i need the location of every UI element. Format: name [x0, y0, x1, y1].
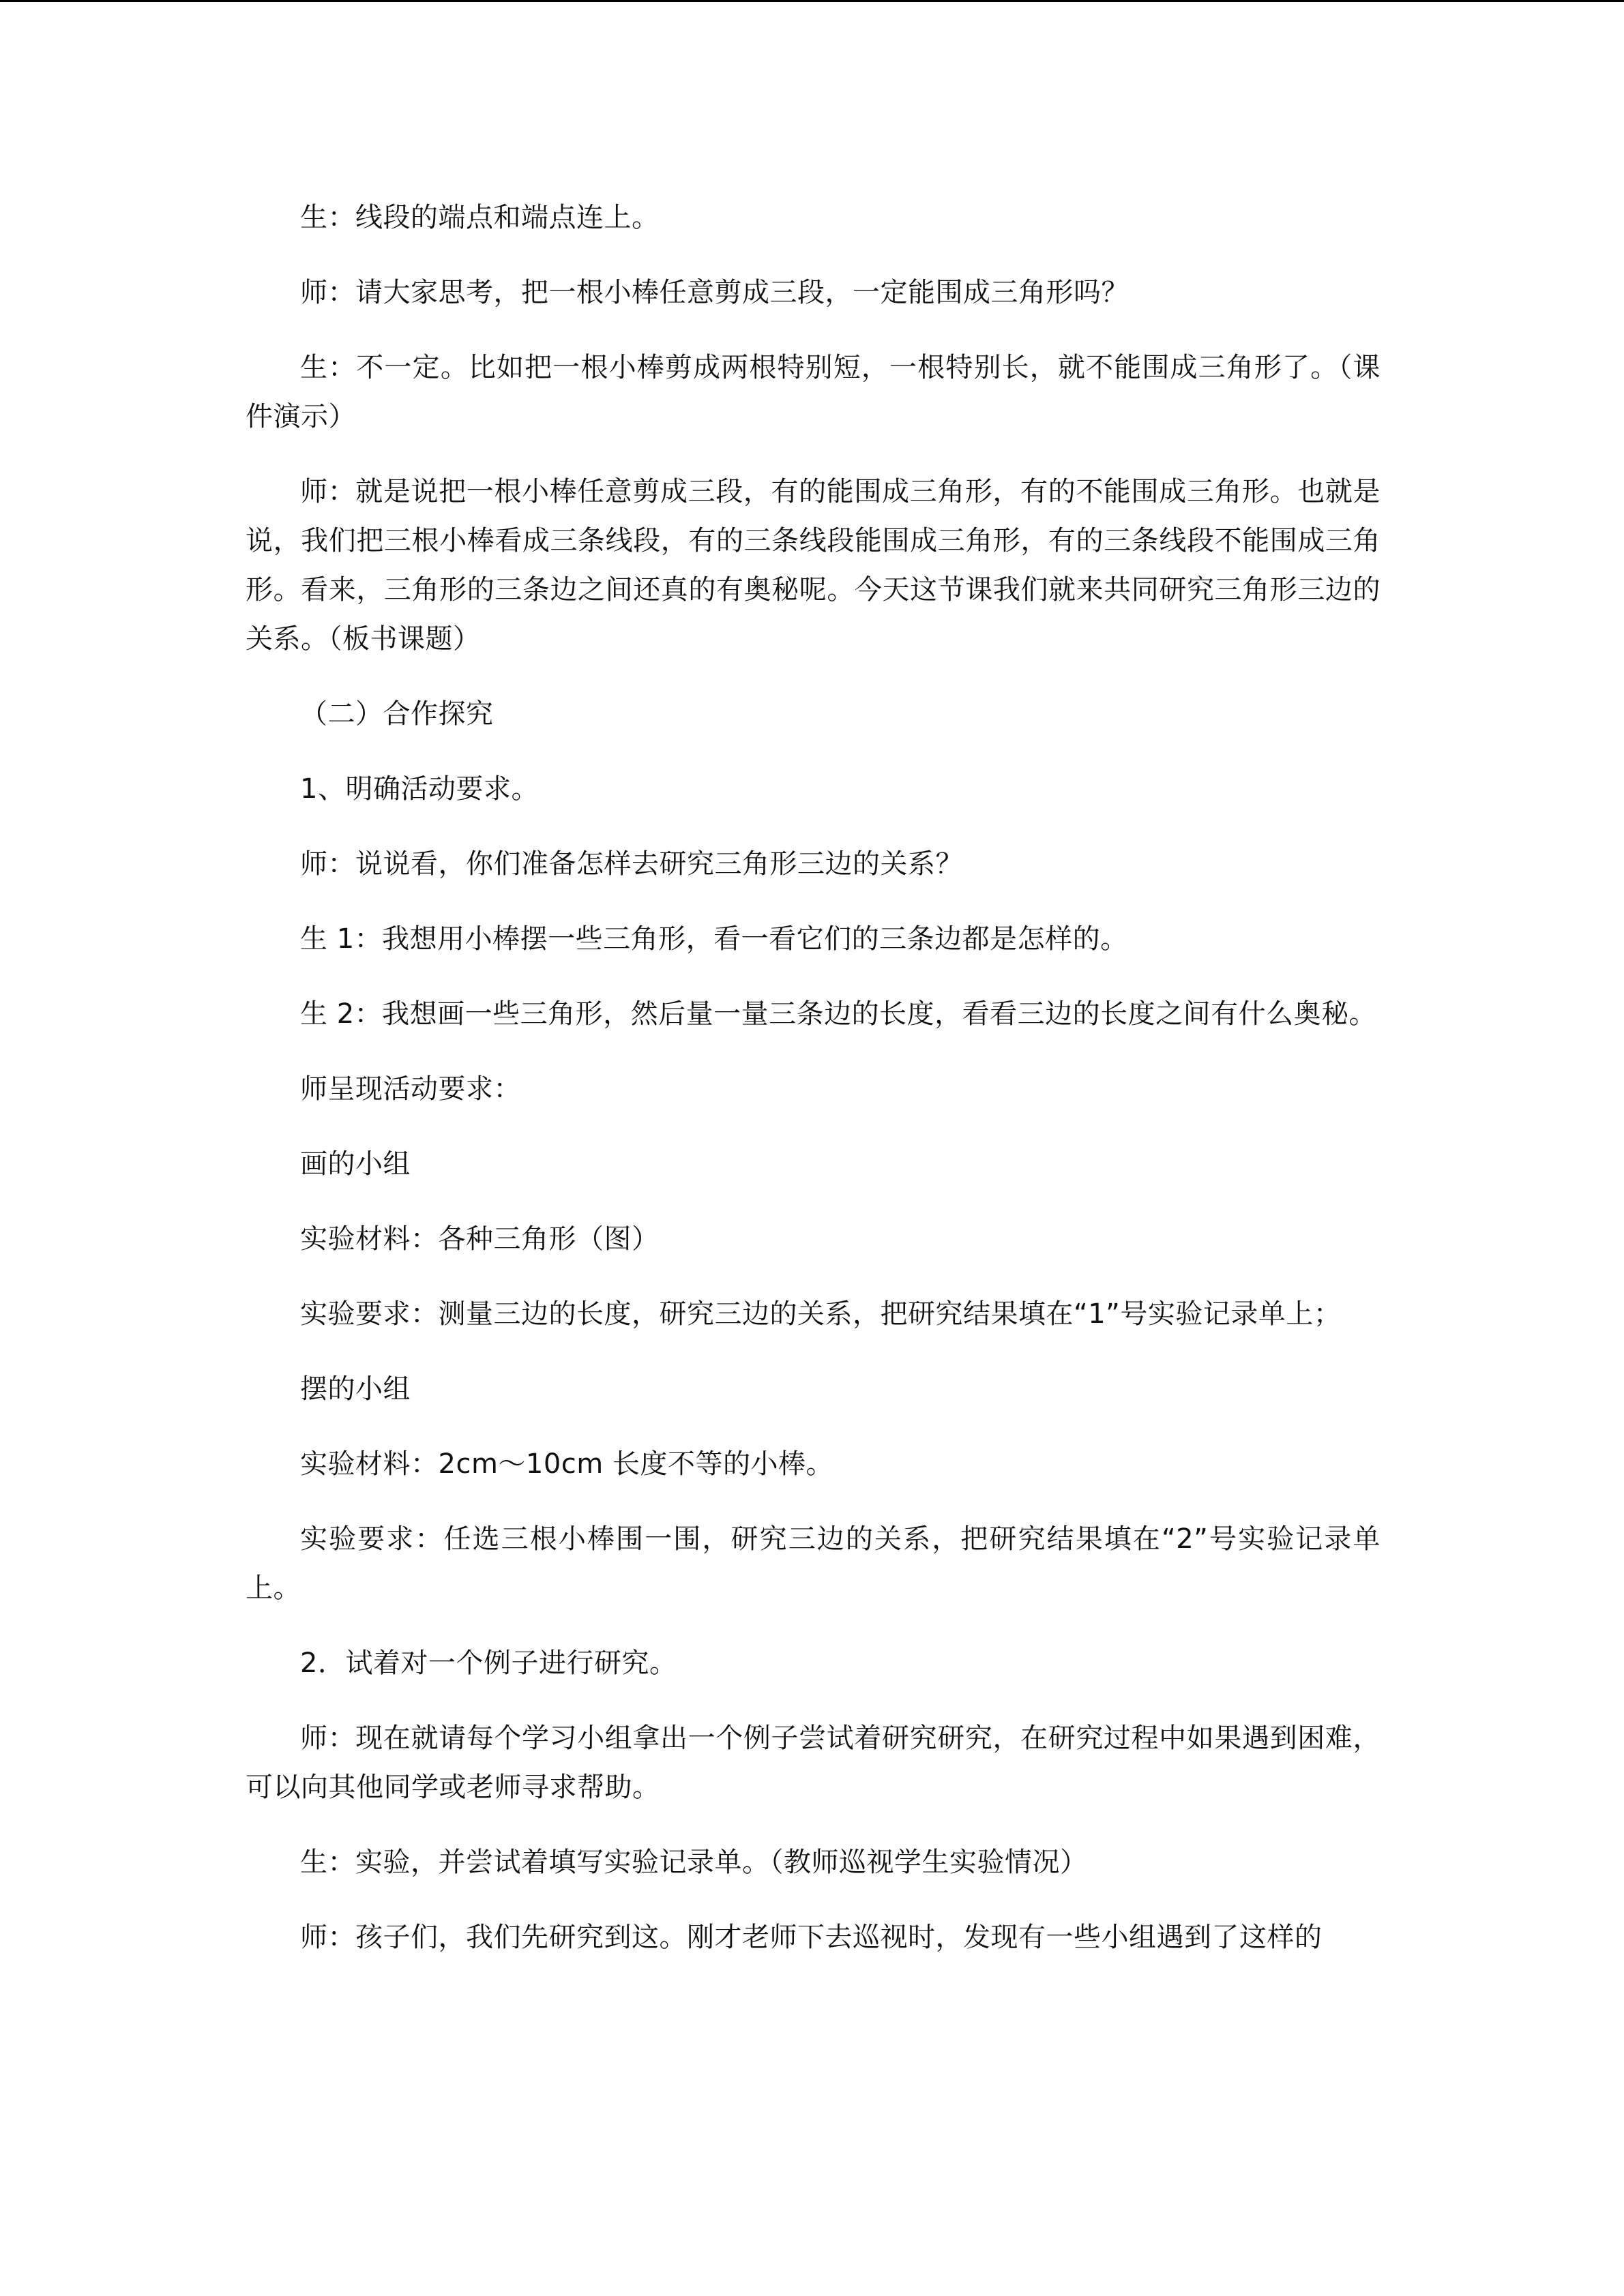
group-draw-heading: 画的小组	[300, 1148, 411, 1180]
paragraph-19: 生：实验，并尝试着填写实验记录单。（教师巡视学生实验情况）	[300, 1847, 1088, 1878]
paragraph-20: 师：孩子们，我们先研究到这。刚才老师下去巡视时，发现有一些小组遇到了这样的	[300, 1922, 1323, 1953]
paragraph-12: 实验材料：各种三角形（图）	[300, 1223, 660, 1255]
paragraph-10: 师呈现活动要求：	[300, 1073, 521, 1105]
paragraph-13: 实验要求：测量三边的长度，研究三边的关系，把研究结果填在“1”号实验记录单上；	[300, 1298, 1342, 1330]
paragraph-3: 生：不一定。比如把一根小棒剪成两根特别短，一根特别长，就不能围成三角形了。（课件演示）	[246, 352, 1381, 432]
step-1-heading: 1、明确活动要求。	[300, 773, 539, 805]
step-2-heading: 2．试着对一个例子进行研究。	[300, 1648, 677, 1679]
paragraph-4: 师：就是说把一根小棒任意剪成三段，有的能围成三角形，有的不能围成三角形。也就是说，我们把三根小棒看成三条线段，有的三条线段能围成三角形，有的三条线段不能围成三角形。看来，三角形的三条边之间还真的有奥秘呢。今天这节课我们就来共同研究三角形三边的关系。（板书课题）	[246, 476, 1381, 655]
document-body	[246, 193, 1381, 1988]
paragraph-1: 生：线段的端点和端点连上。	[300, 202, 660, 233]
paragraph-9: 生 2：我想画一些三角形，然后量一量三条边的长度，看看三边的长度之间有什么奥秘。	[300, 998, 1377, 1030]
section-heading: （二）合作探究	[300, 698, 494, 730]
paragraph-15: 实验材料：2cm～10cm 长度不等的小棒。	[300, 1448, 833, 1480]
paragraph-18: 师：现在就请每个学习小组拿出一个例子尝试着研究研究，在研究过程中如果遇到困难，可以向其他同学或老师寻求帮助。	[246, 1723, 1381, 1803]
paragraph-7: 师：说说看，你们准备怎样去研究三角形三边的关系？	[300, 848, 963, 880]
paragraph-2: 师：请大家思考，把一根小棒任意剪成三段，一定能围成三角形吗？	[300, 277, 1129, 308]
group-place-heading: 摆的小组	[300, 1373, 411, 1405]
paragraph-16: 实验要求：任选三根小棒围一围，研究三边的关系，把研究结果填在“2”号实验记录单上。	[246, 1523, 1381, 1604]
paragraph-8: 生 1：我想用小棒摆一些三角形，看一看它们的三条边都是怎样的。	[300, 923, 1128, 955]
